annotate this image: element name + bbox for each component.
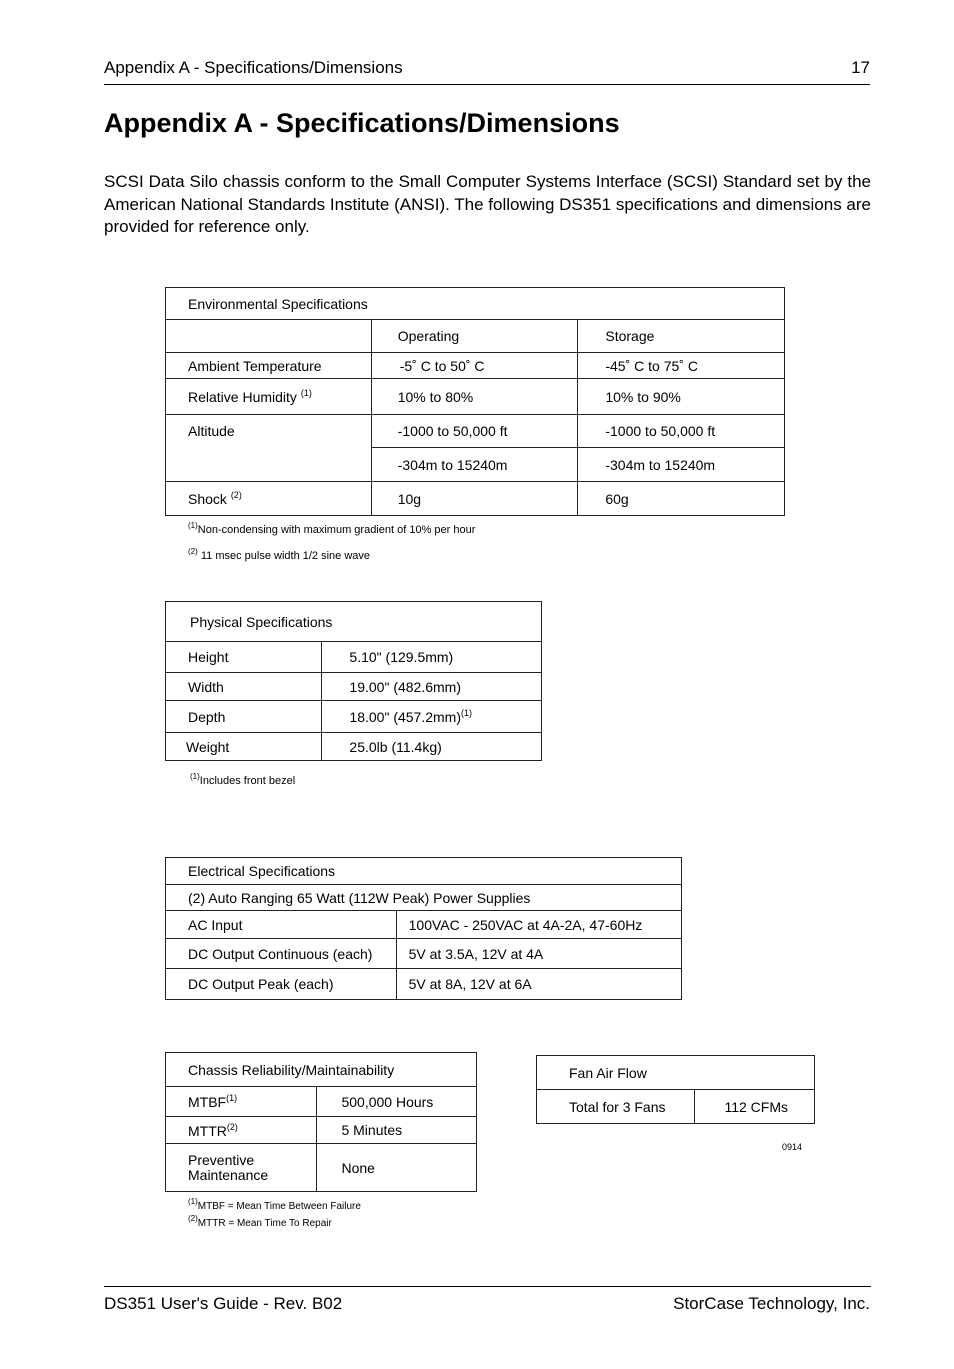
row-label-text: Relative Humidity — [188, 389, 297, 405]
row-label — [166, 1087, 317, 1117]
table-row — [166, 1117, 477, 1144]
row-value: -1000 to 50,000 ft — [578, 415, 785, 448]
row-label — [166, 379, 372, 415]
row-value: 5V at 8A, 12V at 6A — [396, 969, 681, 1000]
footer-company: StorCase Technology, Inc. — [673, 1294, 870, 1313]
footnote-mark: (1) — [188, 521, 198, 530]
table-row — [166, 415, 785, 448]
running-header: Appendix A - Specifications/Dimensions — [104, 58, 403, 77]
footnote-text: 11 msec pulse width 1/2 sine wave — [197, 550, 370, 562]
row-label-text: Altitude — [188, 423, 235, 439]
row-value: 112 CFMs — [695, 1090, 815, 1124]
row-value: 500,000 Hours — [317, 1087, 477, 1117]
table-row — [537, 1090, 815, 1124]
row-label — [166, 482, 372, 516]
row-label: Height — [166, 642, 322, 673]
row-value: 100VAC - 250VAC at 4A-2A, 47-60Hz — [396, 911, 681, 939]
row-label-text: Maintenance — [188, 1166, 269, 1183]
row-label-text: Shock — [188, 491, 227, 507]
electrical-table — [165, 857, 682, 1000]
table-row — [166, 1144, 477, 1192]
footnote — [190, 772, 295, 787]
environmental-table — [165, 287, 785, 516]
fan-title: Fan Air Flow — [537, 1056, 815, 1090]
table-row — [166, 733, 542, 761]
row-label-text: Ambient Temperature — [188, 357, 322, 374]
table-row — [166, 701, 542, 733]
row-label: Weight — [166, 733, 322, 761]
footnote-mark: (2) — [226, 1121, 238, 1132]
footnote-mark: (1) — [226, 1093, 238, 1103]
footnote-mark: (1) — [461, 708, 472, 718]
row-label-text: MTTR — [188, 1122, 227, 1139]
table-row — [166, 939, 682, 969]
physical-title: Physical Specifications — [166, 602, 542, 642]
column-header-operating: Operating — [371, 320, 578, 353]
row-label: DC Output Peak (each) — [166, 969, 397, 1000]
column-header-storage: Storage — [578, 320, 785, 353]
row-label-text: MTBF — [188, 1094, 227, 1110]
table-row — [166, 379, 785, 415]
footnote-text: Includes front bezel — [199, 775, 296, 787]
footnote-text: MTBF = Mean Time Between Failure — [197, 1201, 361, 1212]
row-value: None — [317, 1144, 477, 1192]
fan-table — [536, 1055, 815, 1124]
footnote — [188, 1214, 332, 1229]
figure-reference: 0914 — [782, 1142, 803, 1152]
row-value: -45˚ C to 75˚ C — [578, 353, 785, 379]
row-label: DC Output Continuous (each) — [166, 939, 397, 969]
row-value-text: 18.00" (457.2mm) — [349, 709, 461, 725]
footnote-text: Non-condensing with maximum gradient of 10% per hour — [197, 524, 476, 536]
intro-paragraph: SCSI Data Silo chassis conform to the Small Computer Systems Interface (SCSI) Standard set by the American National Standards Institute (ANSI). The following DS351 specifications and dimensions are provided for reference only. — [104, 172, 871, 236]
footer-rule — [104, 1286, 871, 1287]
footnote-mark: (2) — [188, 1214, 198, 1223]
reliability-table — [165, 1052, 477, 1192]
physical-table — [165, 601, 542, 761]
table-row — [166, 673, 542, 701]
row-value: 60g — [578, 482, 785, 516]
footnote — [188, 521, 475, 536]
table-row — [166, 969, 682, 1000]
row-value: 5.10" (129.5mm) — [322, 642, 542, 673]
table-row — [166, 642, 542, 673]
row-value: -5˚ C to 50˚ C — [371, 353, 578, 379]
table-row — [166, 482, 785, 516]
electrical-title: Electrical Specifications — [166, 858, 682, 885]
row-label — [166, 1117, 317, 1144]
table-row — [166, 1087, 477, 1117]
reliability-title: Chassis Reliability/Maintainability — [166, 1053, 477, 1087]
row-label: Total for 3 Fans — [537, 1090, 695, 1124]
table-row — [166, 911, 682, 939]
row-value: 10g — [371, 482, 578, 516]
footnote-text: MTTR = Mean Time To Repair — [197, 1218, 332, 1229]
row-value: 25.0lb (11.4kg) — [322, 733, 542, 761]
footer-guide-title: DS351 User's Guide - Rev. B02 — [104, 1294, 343, 1313]
row-value: 5 Minutes — [317, 1117, 477, 1144]
table-row — [166, 353, 785, 379]
row-label — [166, 415, 372, 482]
table-cell — [166, 320, 372, 353]
row-value: 5V at 3.5A, 12V at 4A — [396, 939, 681, 969]
header-rule — [104, 84, 870, 85]
row-label: Width — [166, 673, 322, 701]
footnote-mark: (1) — [188, 1197, 198, 1206]
footnote — [188, 547, 370, 562]
row-value — [322, 701, 542, 733]
footnote-mark: (2) — [230, 490, 242, 500]
row-value: 10% to 90% — [578, 379, 785, 415]
row-value: -304m to 15240m — [371, 448, 578, 482]
row-value: 19.00" (482.6mm) — [322, 673, 542, 701]
footnote-mark: (2) — [188, 547, 198, 556]
row-value: -304m to 15240m — [578, 448, 785, 482]
row-label: AC Input — [166, 911, 397, 939]
row-label: Depth — [166, 701, 322, 733]
footnote — [188, 1197, 361, 1212]
page-number: 17 — [851, 58, 870, 77]
environmental-title: Environmental Specifications — [166, 288, 785, 320]
footnote-mark: (1) — [190, 772, 200, 781]
page-title: Appendix A - Specifications/Dimensions — [104, 108, 620, 138]
electrical-subtitle: (2) Auto Ranging 65 Watt (112W Peak) Power Supplies — [166, 885, 682, 911]
row-value: 10% to 80% — [371, 379, 578, 415]
row-label — [166, 1144, 317, 1192]
row-label-text: Preventive — [188, 1151, 255, 1168]
footnote-mark: (1) — [300, 388, 312, 398]
row-value: -1000 to 50,000 ft — [371, 415, 578, 448]
row-label — [166, 353, 372, 379]
